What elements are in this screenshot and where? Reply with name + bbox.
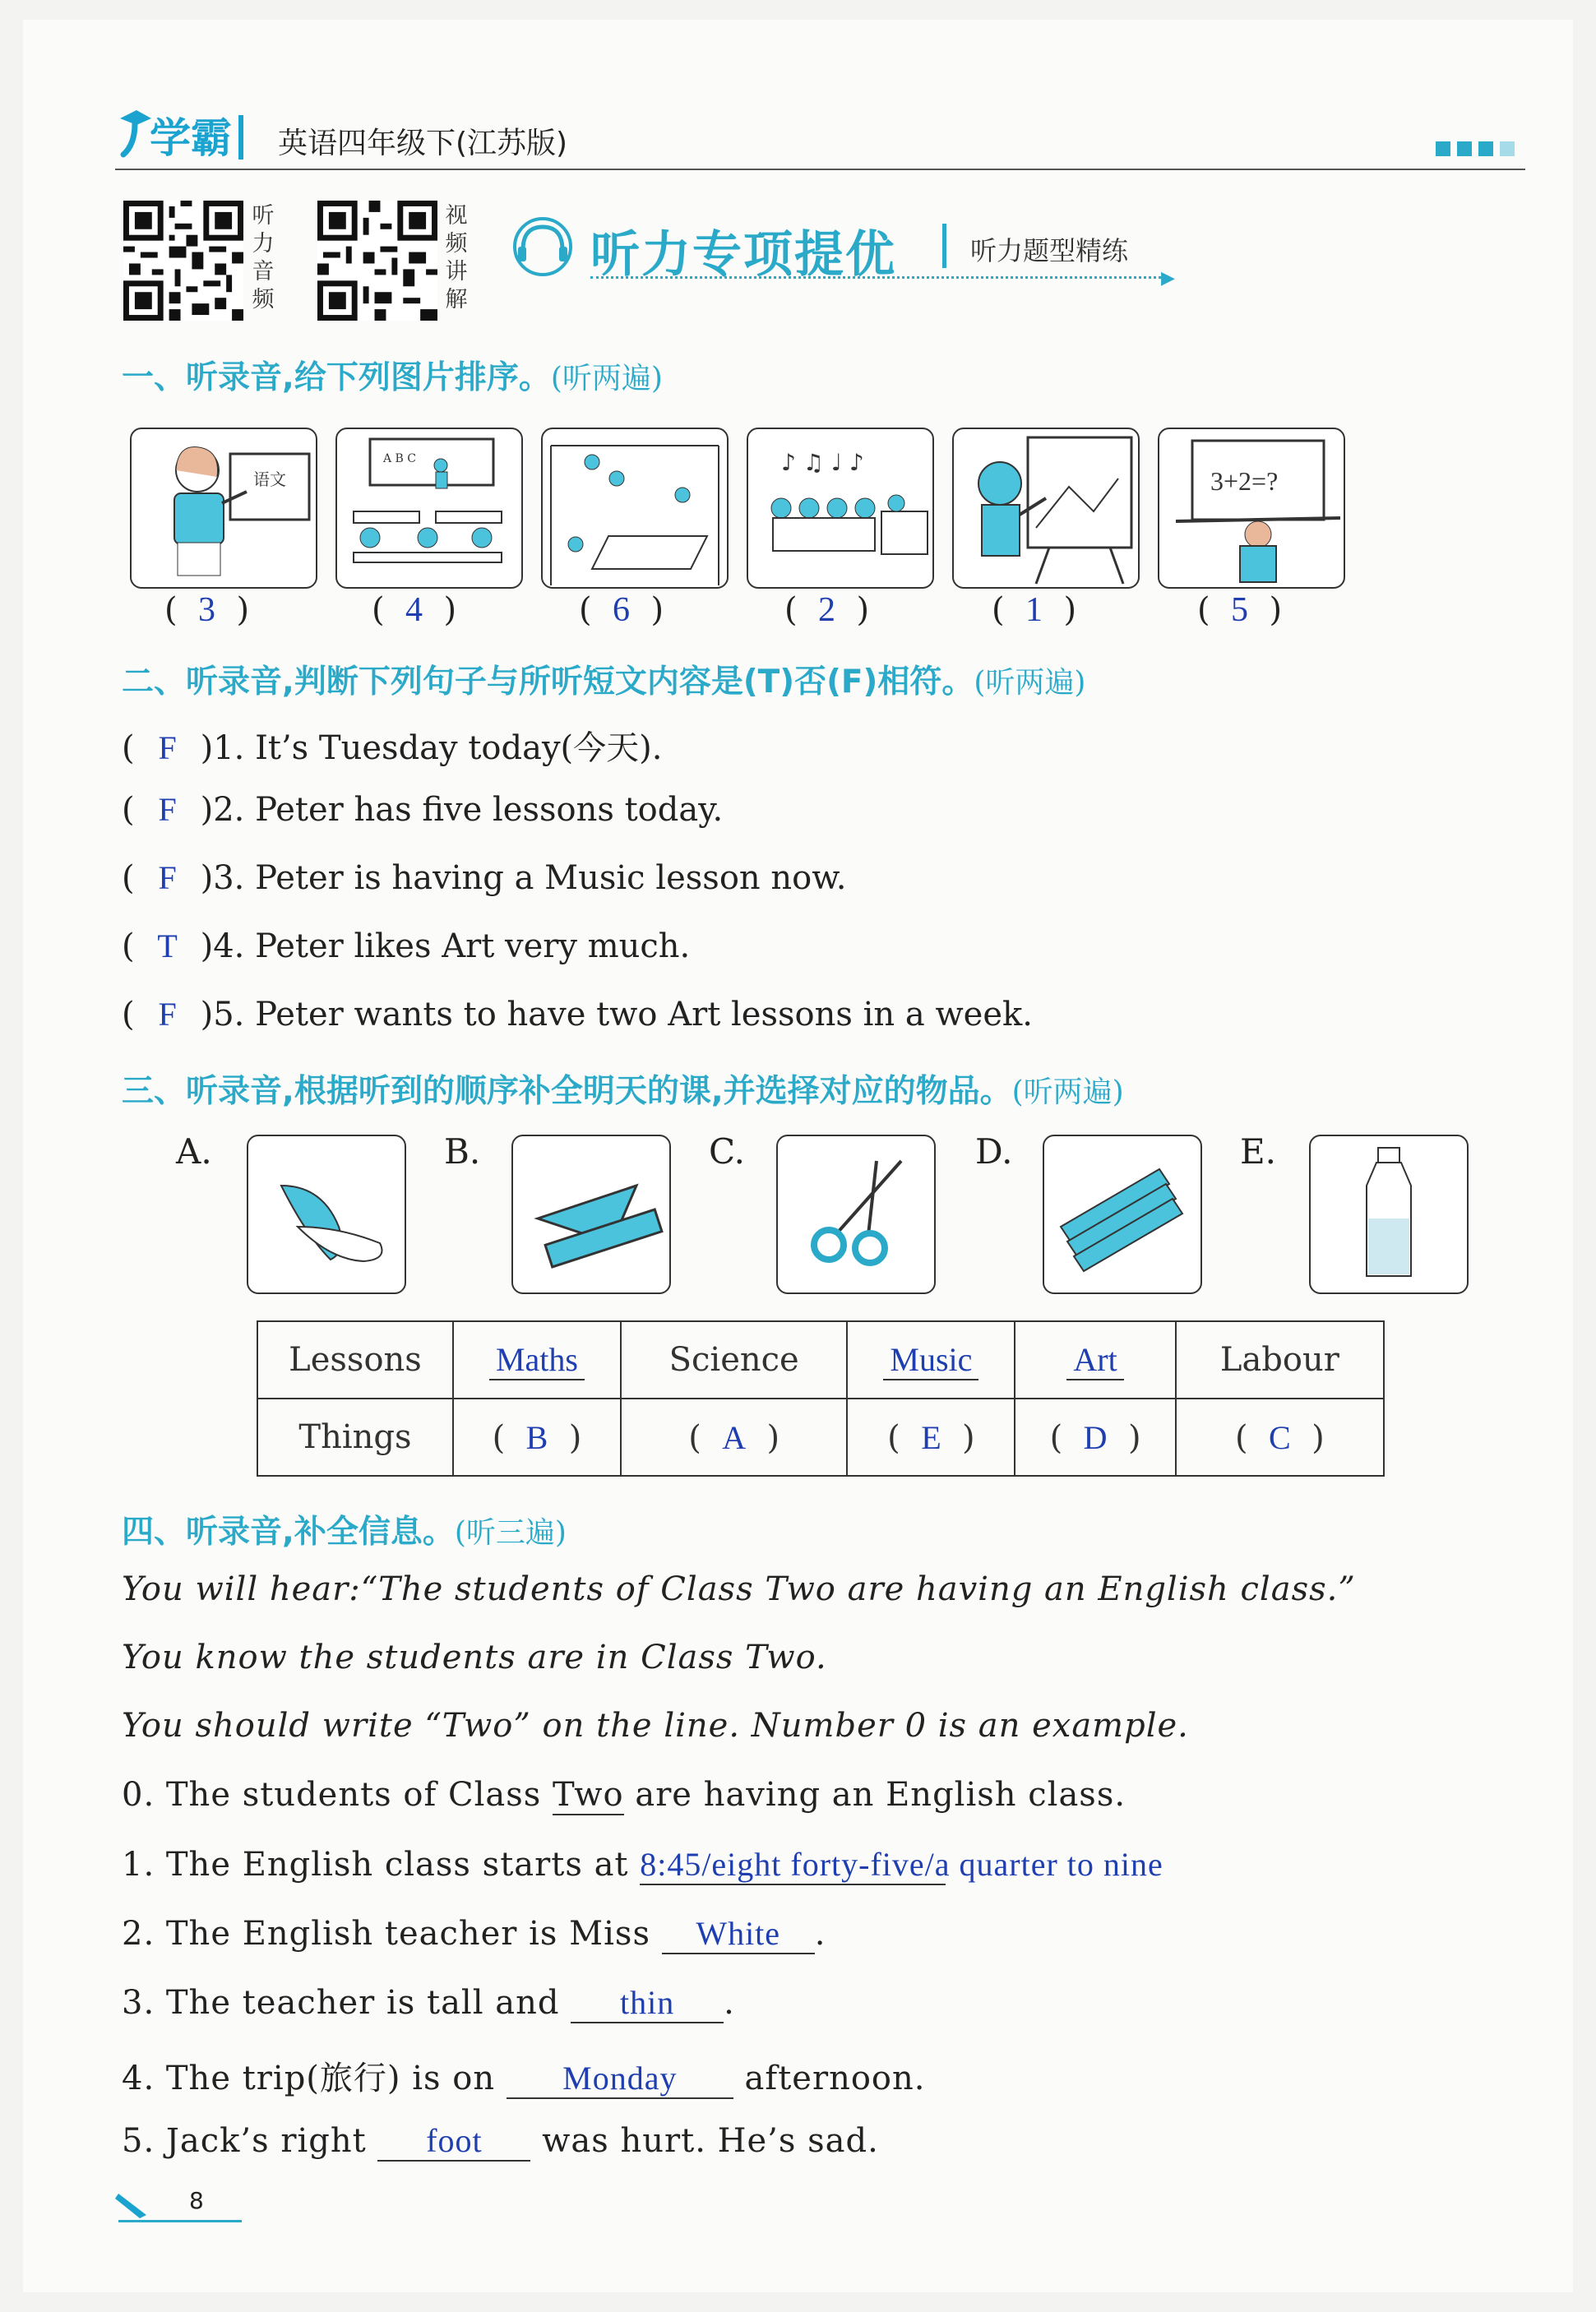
- header-rule: [115, 169, 1525, 170]
- qr-audio-caption: 听力音频: [252, 203, 275, 312]
- section-subtitle: 听力题型精练: [970, 235, 1129, 266]
- lesson-4: Art: [1015, 1321, 1175, 1399]
- picture-6-maths: [1158, 428, 1345, 589]
- header-square: [1457, 141, 1472, 156]
- thing-4: ( D ): [1015, 1399, 1175, 1476]
- picture-4-music: [747, 428, 934, 589]
- answer-blank-1[interactable]: 8:45/eight forty-five/a quarter to nine: [640, 1845, 946, 1885]
- qr-code-audio[interactable]: [123, 201, 243, 321]
- lesson-5: Labour: [1176, 1321, 1384, 1399]
- q4-example-line-3: You should write “Two” on the line. Number 0 is an example.: [122, 1707, 1189, 1745]
- lesson-1: Maths: [453, 1321, 621, 1399]
- picture-1-chinese-teacher: [130, 428, 317, 589]
- q4-example-line-1: You will hear:“The students of Class Two are having an English class.”: [122, 1570, 1356, 1608]
- option-label-d: D.: [975, 1131, 1013, 1172]
- header-square: [1478, 141, 1493, 156]
- thing-1: ( B ): [453, 1399, 621, 1476]
- footer-rule: [118, 2220, 242, 2222]
- logo: 学霸: [150, 114, 232, 162]
- q4-example-line-2: You know the students are in Class Two.: [122, 1639, 827, 1676]
- q4-item-3: 3. The teacher is tall and thin .: [122, 1984, 735, 2022]
- answer-blank-3[interactable]: thin: [571, 1983, 724, 2023]
- thing-2: ( A ): [621, 1399, 848, 1476]
- pencil-icon: [115, 2187, 156, 2220]
- qr-video-caption: 视频讲解: [445, 203, 468, 312]
- q4-item-1: 1. The English class starts at 8:45/eight forty-five/a quarter to nine: [122, 1846, 1163, 1884]
- q2-item-1: ( F )1. It’s Tuesday today(今天).: [122, 729, 663, 767]
- q1-answer-4: ( 2 ): [784, 591, 870, 629]
- option-c-scissors-icon: [776, 1135, 936, 1294]
- qr-code-video[interactable]: [317, 201, 437, 321]
- things-row-label: Things: [257, 1399, 453, 1476]
- option-e-bottle-icon: [1309, 1135, 1469, 1294]
- thing-3: ( E ): [847, 1399, 1015, 1476]
- option-label-e: E.: [1240, 1131, 1277, 1172]
- svg-text:语文: 语文: [253, 469, 286, 489]
- picture-5-painting: [952, 428, 1140, 589]
- logo-divider: [238, 115, 243, 160]
- q4-title: 四、听录音,补全信息。(听三遍): [122, 1514, 567, 1551]
- option-label-a: A.: [176, 1131, 212, 1172]
- q1-answer-6: ( 5 ): [1197, 591, 1283, 629]
- q1-answer-3: ( 6 ): [579, 591, 664, 629]
- page-number: 8: [189, 2187, 204, 2214]
- q1-answer-1: ( 3 ): [164, 591, 250, 629]
- lessons-row-label: Lessons: [257, 1321, 453, 1399]
- q4-item-4: 4. The trip(旅行) is on Monday afternoon.: [122, 2060, 926, 2097]
- option-b-ruler-icon: [511, 1135, 671, 1294]
- graduation-cap-icon: [118, 104, 151, 158]
- headphone-icon: [503, 210, 582, 278]
- header-square: [1500, 141, 1515, 156]
- option-d-pencils-icon: [1043, 1135, 1202, 1294]
- q1-title: 一、听录音,给下列图片排序。(听两遍): [122, 359, 663, 396]
- arrow-icon: ▶: [1161, 268, 1175, 289]
- option-label-b: B.: [444, 1131, 481, 1172]
- picture-3-playground: [541, 428, 729, 589]
- lesson-3: Music: [847, 1321, 1015, 1399]
- q1-answer-2: ( 4 ): [372, 591, 457, 629]
- svg-text:♪ ♫ ♩ ♪: ♪ ♫ ♩ ♪: [781, 449, 864, 476]
- option-a-gloves-icon: [247, 1135, 406, 1294]
- q2-item-3: ( F )3. Peter is having a Music lesson now.: [122, 859, 847, 897]
- book-title: 英语四年级下(江苏版): [278, 127, 568, 160]
- answer-blank-4[interactable]: Monday: [507, 2059, 733, 2099]
- answer-blank-2[interactable]: White: [662, 1914, 815, 1954]
- answer-blank-5[interactable]: foot: [377, 2121, 530, 2162]
- lesson-2: Science: [621, 1321, 848, 1399]
- q2-item-4: ( T )4. Peter likes Art very much.: [122, 927, 691, 965]
- option-label-c: C.: [709, 1131, 745, 1172]
- q1-answer-5: ( 1 ): [992, 591, 1077, 629]
- svg-text:3+2=?: 3+2=?: [1210, 466, 1279, 496]
- lessons-table: [257, 1320, 1385, 1477]
- section-dotted-rule: [590, 276, 1166, 279]
- q3-title: 三、听录音,根据听到的顺序补全明天的课,并选择对应的物品。(听两遍): [122, 1073, 1124, 1110]
- header-square: [1436, 141, 1450, 156]
- q2-title: 二、听录音,判断下列句子与所听短文内容是(T)否(F)相符。(听两遍): [122, 664, 1086, 701]
- section-title: 听力专项提优: [590, 226, 896, 284]
- q2-item-5: ( F )5. Peter wants to have two Art lessons in a week.: [122, 996, 1033, 1033]
- q4-item-0: 0. The students of Class Two are having an English class.: [122, 1776, 1126, 1814]
- q2-item-2: ( F )2. Peter has five lessons today.: [122, 791, 724, 829]
- section-divider: [942, 224, 946, 268]
- thing-5: ( C ): [1176, 1399, 1384, 1476]
- svg-text:A B C: A B C: [383, 452, 417, 465]
- q4-item-2: 2. The English teacher is Miss White .: [122, 1915, 826, 1953]
- picture-2-classroom: [335, 428, 523, 589]
- q4-item-5: 5. Jack’s right foot was hurt. He’s sad.: [122, 2122, 879, 2160]
